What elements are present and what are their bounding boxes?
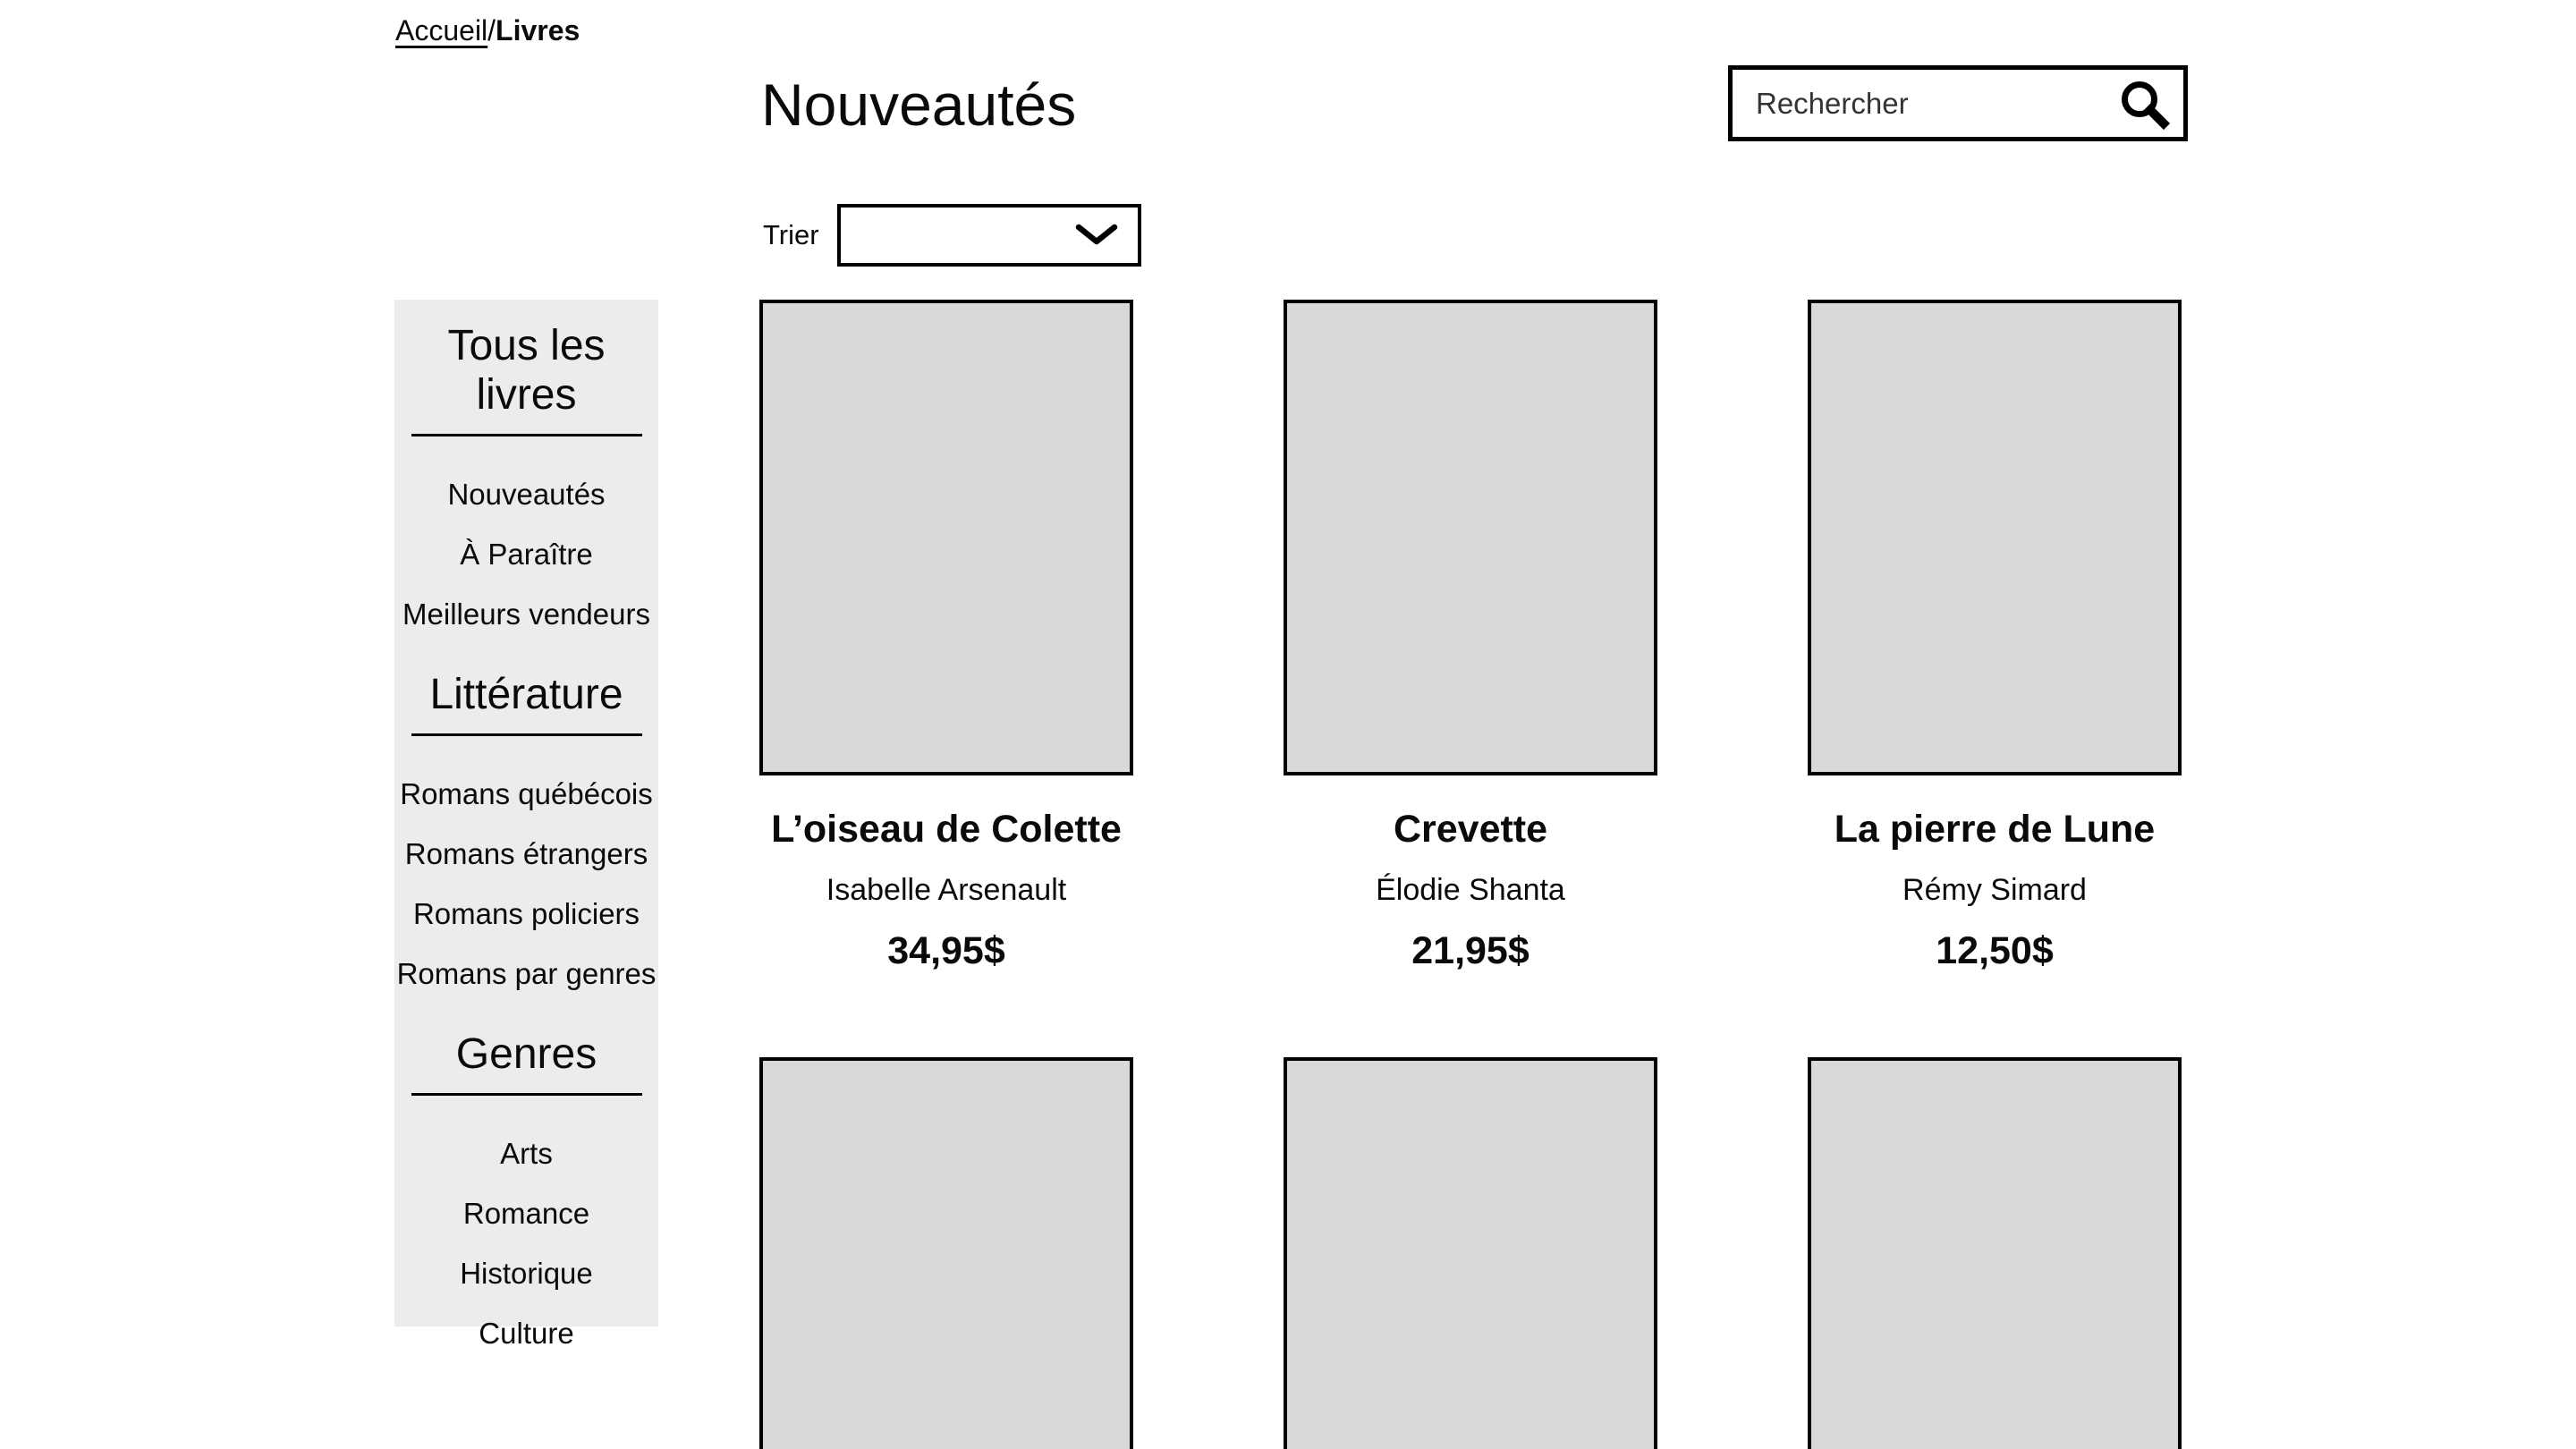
book-title[interactable]: L’oiseau de Colette xyxy=(771,808,1122,851)
sidebar-item-romans-quebecois[interactable]: Romans québécois xyxy=(400,777,653,810)
sidebar-item-arts[interactable]: Arts xyxy=(500,1137,553,1170)
sidebar-item-historique[interactable]: Historique xyxy=(460,1257,593,1290)
sidebar-list xyxy=(394,479,658,629)
sidebar-item-meilleurs-vendeurs[interactable]: Meilleurs vendeurs xyxy=(402,597,650,631)
sidebar-item-culture[interactable]: Culture xyxy=(479,1317,574,1350)
page-title: Nouveautés xyxy=(761,72,1077,138)
breadcrumb-current: Livres xyxy=(496,14,580,47)
search-icon[interactable] xyxy=(2117,77,2171,131)
book-cover-placeholder[interactable] xyxy=(1284,1057,1657,1449)
book-card-placeholder xyxy=(1284,1057,1657,1449)
book-card-la-pierre-de-lune xyxy=(1808,300,2182,974)
sidebar-list xyxy=(394,779,658,988)
book-card-placeholder xyxy=(759,1057,1133,1449)
sidebar-item-romans-etrangers[interactable]: Romans étrangers xyxy=(404,837,648,870)
sidebar-item-romans-par-genres[interactable]: Romans par genres xyxy=(396,957,657,990)
book-grid-row-1 xyxy=(759,300,2182,974)
breadcrumb xyxy=(395,14,580,47)
sidebar xyxy=(394,300,658,1350)
book-cover-placeholder[interactable] xyxy=(759,300,1133,775)
sidebar-list xyxy=(394,1139,658,1348)
book-card-crevette xyxy=(1284,300,1657,974)
book-title[interactable]: Crevette xyxy=(1393,808,1548,851)
sidebar-heading-litterature: Littérature xyxy=(429,671,623,718)
sidebar-divider xyxy=(411,733,642,736)
sidebar-section-genres xyxy=(394,1030,658,1348)
sidebar-heading-tous-les-livres: Tous les livres xyxy=(447,322,606,419)
book-author: Isabelle Arsenault xyxy=(826,873,1067,907)
sidebar-section-tous-les-livres xyxy=(394,321,658,629)
sidebar-heading-genres: Genres xyxy=(455,1030,597,1078)
book-author: Rémy Simard xyxy=(1902,873,2087,907)
book-title[interactable]: La pierre de Lune xyxy=(1834,808,2156,851)
book-cover-placeholder[interactable] xyxy=(759,1057,1133,1449)
sidebar-item-romance[interactable]: Romance xyxy=(462,1197,590,1230)
sort-dropdown[interactable] xyxy=(837,204,1141,267)
book-cover-placeholder[interactable] xyxy=(1284,300,1657,775)
book-cover-placeholder[interactable] xyxy=(1808,300,2182,775)
sidebar-item-nouveautes[interactable]: Nouveautés xyxy=(447,478,606,511)
search-box xyxy=(1728,65,2188,141)
sidebar-divider xyxy=(411,1093,642,1096)
book-price: 21,95$ xyxy=(1411,929,1530,972)
sort-label: Trier xyxy=(763,219,819,250)
breadcrumb-link-accueil[interactable]: Accueil xyxy=(395,14,488,47)
sidebar-divider xyxy=(411,434,642,436)
book-price: 12,50$ xyxy=(1936,929,2054,972)
book-author: Élodie Shanta xyxy=(1376,873,1565,907)
book-card-placeholder xyxy=(1808,1057,2182,1449)
sidebar-section-litterature xyxy=(394,670,658,988)
book-card-loiseau-de-colette xyxy=(759,300,1133,974)
book-cover-placeholder[interactable] xyxy=(1808,1057,2182,1449)
search-input[interactable] xyxy=(1733,70,2117,137)
chevron-down-icon xyxy=(1075,224,1118,247)
sort-row xyxy=(763,204,1141,267)
sidebar-item-a-paraitre[interactable]: À Paraître xyxy=(460,538,593,571)
breadcrumb-separator: / xyxy=(487,14,496,47)
book-price: 34,95$ xyxy=(887,929,1005,972)
book-grid-row-2 xyxy=(759,1057,2182,1449)
sidebar-item-romans-policiers[interactable]: Romans policiers xyxy=(412,897,640,930)
